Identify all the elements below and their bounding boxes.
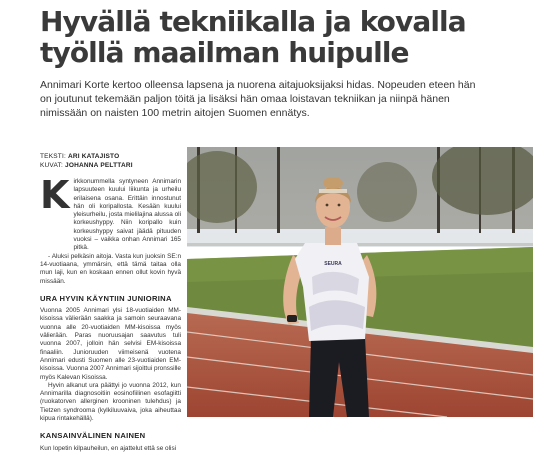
- text-credit-name: ARI KATAJISTO: [67, 153, 120, 160]
- paragraph-3: Vuonna 2005 Annimari ylsi 18-vuotiaiden MM-kisoissa välierään saakka ja samoin seuraavana vuonna alle 20-vuotiaiden MM-kisoissa myös välierään. Paras nuoruusajan saavutus tuli vuonna 2007, jolloin hän selvisi EM-kisoissa finaaliin. Junioruuden viimeisenä vuotena Annimari edusti Suomen alle 23-vuotiaiden EM-kisoissa. Vuonna 2007 Annimari sijoittui pronssille myös Kalevan Kisoissa.: [40, 307, 181, 381]
- text-credit: [40, 153, 133, 162]
- headband: [319, 189, 347, 193]
- article-body: [40, 173, 181, 453]
- athlete-photo: [187, 147, 533, 417]
- paragraph-1: irkkonummella syntyneen Annimarin lapsuuteen kuului liikunta ja urheilu erilaisena osana. Erittäin innostunut hän oli koripallosta. Kesään kuului yleisurheilu, josta mielilajina alussa oli korkeushyppy. Niin koripallo kuin korkeushyppy saivat jäädä pituuden vuoksi – vaikka onhan Annimari 165 pitkä.: [73, 178, 181, 252]
- neck: [325, 227, 341, 245]
- first-paragraph: [40, 173, 181, 253]
- athlete-photo-illustration: [187, 147, 533, 417]
- photo-credit: [40, 162, 133, 171]
- photo-credit-label: KUVAT:: [40, 161, 63, 169]
- drop-cap: K: [40, 173, 70, 217]
- headline-line-2: työllä maailman huipulle: [40, 36, 409, 69]
- paragraph-4: Hyvin alkanut ura päättyi jo vuonna 2012, kun Annimarilla diagnosoitiin eosinofiilinen esofagiitti (ruokatorven allerginen krooninen tulehdus) ja Tietzen syndrooma (kylkiluuvaiva, joka aiheuttaa kipua rintakehällä).: [40, 381, 181, 423]
- photo-credit-name: JOHANNA PELTTARI: [65, 161, 133, 169]
- text-credit-label: TEKSTI:: [40, 153, 66, 160]
- trees: [187, 147, 533, 237]
- vest-logo-text: SEURA: [324, 261, 342, 267]
- watch: [287, 315, 297, 322]
- fence: [187, 243, 533, 246]
- paragraph-5: Kun lopetin kilpauheilun, en ajattelut että se olisi: [40, 444, 177, 452]
- subheading-1: URA HYVIN KÄYNTIIN JUNIORINA: [40, 293, 172, 303]
- headline-line-1: Hyvällä tekniikalla ja kovalla: [40, 5, 466, 38]
- headline: [40, 6, 520, 68]
- lead-paragraph: Annimari Korte kertoo olleensa lapsena ja nuorena aitajuoksijaksi hidas. Nopeuden eteen hän on joutunut tekemään paljon töitä ja lisäksi hän omaa loistavan tekniikan ja niinpä hänen nimissään on naisten 100 metrin aitojen Suomen ennätys.: [40, 79, 476, 119]
- paragraph-2: - Aluksi pelkäsin aitoja. Vasta kun juoksin SE:n 14-vuotiaana, ymmärsin, että tämä taitaa olla mun laji, kun en koskaan ennen ollut kovin hyvä missään.: [40, 252, 181, 285]
- subheading-2: KANSAINVÄLINEN NAINEN: [40, 431, 146, 441]
- credits: [40, 153, 133, 170]
